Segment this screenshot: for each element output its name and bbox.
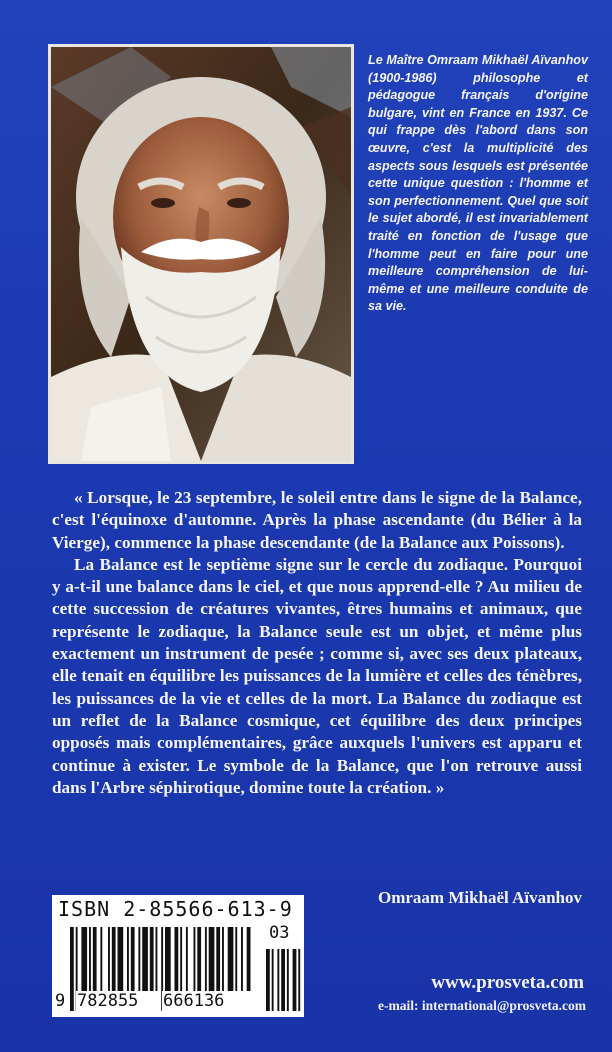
barcode-addon-bar	[277, 949, 279, 1011]
barcode-bar	[89, 927, 91, 991]
barcode-bar	[228, 927, 234, 991]
publisher-website[interactable]: www.prosveta.com	[431, 972, 584, 993]
barcode-group-2: 666136	[163, 991, 225, 1011]
barcode-bar	[150, 927, 154, 991]
barcode-bar	[216, 927, 220, 991]
barcode-addon: 03	[269, 923, 290, 943]
quote-paragraph-2: La Balance est le septième signe sur le cercle du zodiaque. Pourquoi y a-t-il une balance dans le ciel, et que nous apprend-elle ? Au milieu de cette succession de créatures vivantes, êtres humains et animaux, que représente le zodiaque, la Balance seule est un objet, et même plus exactement un instrument de pesée ; comme si, avec ses deux plateaux, elle tenait en équilibre les puissances de la lumière et celles des ténèbres, les puissances de la vie et celles de la mort. La Balance du zodiaque est un reflet de la Balance cosmique, cet équilibre des deux principes opposés mais complémentaires, grâce auxquels l'univers est apparu et continue à exister. Le symbole de la Balance, que l'on retrouve aussi dans l'Arbre séphirotique, domine toute la création. »	[52, 554, 582, 797]
barcode-bar	[186, 927, 188, 991]
publisher-email[interactable]: e-mail: international@prosveta.com	[377, 998, 586, 1013]
barcode-bar	[165, 927, 171, 991]
barcode-bar	[197, 927, 201, 991]
barcode-addon-bar	[298, 949, 300, 1011]
barcode-addon-bar	[287, 949, 289, 1011]
barcode-bar	[81, 927, 87, 991]
book-quote	[52, 487, 582, 799]
barcode-bar	[112, 927, 116, 991]
barcode-bar	[194, 927, 196, 991]
barcode-bar	[131, 927, 135, 991]
quote-author: Omraam Mikhaël Aïvanhov	[377, 888, 582, 907]
quote-paragraph-1: « Lorsque, le 23 septembre, le soleil entre dans le signe de la Balance, c'est l'équinoxe d'automne. Après la phase ascendante (du Bélier à la Vierge), commence la phase descendante (de la Balance aux Poissons).	[52, 488, 582, 552]
barcode-addon-bar	[272, 949, 274, 1011]
barcode-bar	[142, 927, 148, 991]
portrait-image	[51, 47, 351, 461]
barcode-addon-bar	[266, 949, 270, 1011]
barcode-bar	[138, 927, 140, 991]
barcode-graphic	[52, 925, 304, 1015]
barcode-bar	[205, 927, 207, 991]
barcode-bar	[241, 927, 243, 991]
barcode-bar	[235, 927, 237, 991]
barcode-leading-digit: 9	[55, 991, 66, 1011]
barcode-bar	[108, 927, 110, 991]
barcode-bar	[70, 927, 74, 1011]
barcode-group-1: 782855	[77, 991, 139, 1011]
barcode-bar	[93, 927, 97, 991]
barcode-bar	[175, 927, 179, 991]
barcode-bar	[156, 927, 158, 991]
barcode-bar	[127, 927, 129, 991]
isbn-number: ISBN 2-85566-613-9	[58, 897, 293, 921]
barcode-bar	[247, 927, 251, 991]
barcode-addon-bar	[281, 949, 285, 1011]
barcode-bar	[209, 927, 215, 991]
barcode-bar	[180, 927, 182, 991]
barcode-bar	[222, 927, 224, 991]
barcode-addon-bar	[293, 949, 297, 1011]
author-biography: Le Maître Omraam Mikhaël Aïvanhov (1900-1986) philosophe et pédagogue français d'origine bulgare, vint en France en 1937. Ce qui frappe dès l'abord dans son œuvre, c'est la multiplicité des aspects sous lesquels est présentée cette unique question : l'homme et son perfectionnement. Quel que soit le sujet abordé, il est invariablement traité en fonction de l'usage que l'homme peut en faire pour une meilleure compréhension de lui-même et une meilleure conduite de sa vie.	[368, 53, 588, 314]
author-portrait	[48, 44, 354, 464]
barcode-bar	[118, 927, 124, 991]
isbn-barcode-block	[52, 895, 304, 1017]
barcode-bar	[100, 927, 102, 991]
